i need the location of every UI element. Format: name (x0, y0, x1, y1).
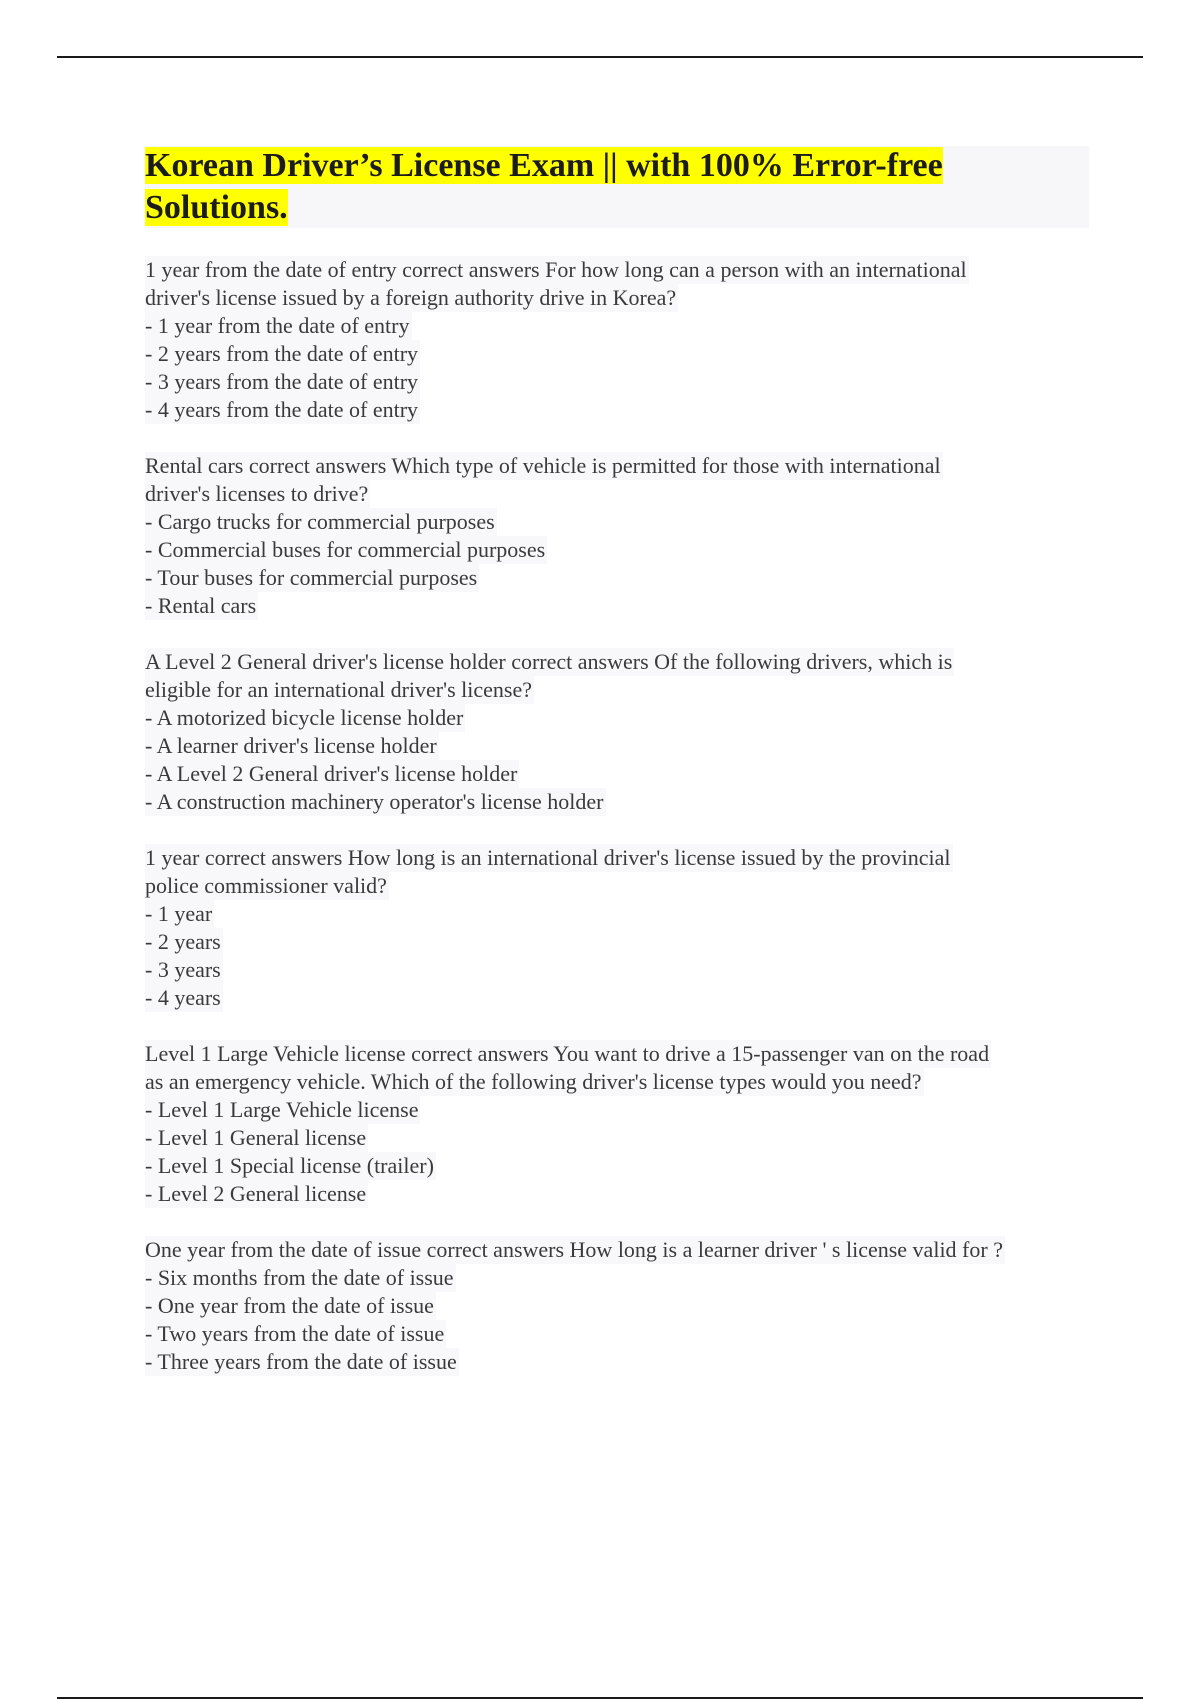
answer-option: - Two years from the date of issue (145, 1321, 445, 1346)
document-title-text: Korean Driver’s License Exam || with 100% Error-free Solutions. (145, 147, 943, 226)
question-block-4 (145, 844, 1105, 1012)
answer-option: - 1 year from the date of entry (145, 313, 410, 338)
answer-option: - One year from the date of issue (145, 1293, 434, 1318)
answer-option: - Three years from the date of issue (145, 1349, 457, 1374)
question-block-3 (145, 648, 1105, 816)
answer-option: - Rental cars (145, 593, 257, 618)
answer-option: - Six months from the date of issue (145, 1265, 454, 1290)
answer-option: - A construction machinery operator's license holder (145, 789, 604, 814)
question-line: 1 year correct answers How long is an international driver's license issued by the provincial (145, 845, 951, 870)
document-title (145, 145, 1075, 229)
question-block-2 (145, 452, 1105, 620)
question-block-5 (145, 1040, 1105, 1208)
question-line: eligible for an international driver's license? (145, 677, 532, 702)
answer-option: - Tour buses for commercial purposes (145, 565, 478, 590)
question-line: driver's licenses to drive? (145, 481, 369, 506)
answer-option: - A Level 2 General driver's license holder (145, 761, 518, 786)
answer-option: - 2 years (145, 929, 221, 954)
question-line: Level 1 Large Vehicle license correct answers You want to drive a 15-passenger van on the road (145, 1041, 990, 1066)
questions-list (145, 256, 1105, 1404)
answer-option: - 3 years (145, 957, 221, 982)
question-line: as an emergency vehicle. Which of the following driver's license types would you need? (145, 1069, 922, 1094)
answer-option: - 2 years from the date of entry (145, 341, 419, 366)
question-line: police commissioner valid? (145, 873, 387, 898)
answer-option: - 4 years (145, 985, 221, 1010)
question-line: 1 year from the date of entry correct answers For how long can a person with an international (145, 257, 967, 282)
question-line: A Level 2 General driver's license holder correct answers Of the following drivers, which is (145, 649, 953, 674)
answer-option: - Level 2 General license (145, 1181, 367, 1206)
question-line: driver's license issued by a foreign authority drive in Korea? (145, 285, 677, 310)
bottom-rule (57, 1697, 1143, 1699)
answer-option: - Level 1 Large Vehicle license (145, 1097, 419, 1122)
answer-option: - 1 year (145, 901, 213, 926)
question-line: Rental cars correct answers Which type of vehicle is permitted for those with international (145, 453, 941, 478)
answer-option: - Level 1 General license (145, 1125, 367, 1150)
answer-option: - Commercial buses for commercial purposes (145, 537, 546, 562)
answer-option: - A motorized bicycle license holder (145, 705, 464, 730)
answer-option: - A learner driver's license holder (145, 733, 437, 758)
top-rule (57, 56, 1143, 58)
answer-option: - 4 years from the date of entry (145, 397, 419, 422)
question-block-6 (145, 1236, 1105, 1376)
question-block-1 (145, 256, 1105, 424)
answer-option: - 3 years from the date of entry (145, 369, 419, 394)
question-line: One year from the date of issue correct answers How long is a learner driver ' s license valid for ? (145, 1237, 1003, 1262)
answer-option: - Level 1 Special license (trailer) (145, 1153, 434, 1178)
answer-option: - Cargo trucks for commercial purposes (145, 509, 495, 534)
